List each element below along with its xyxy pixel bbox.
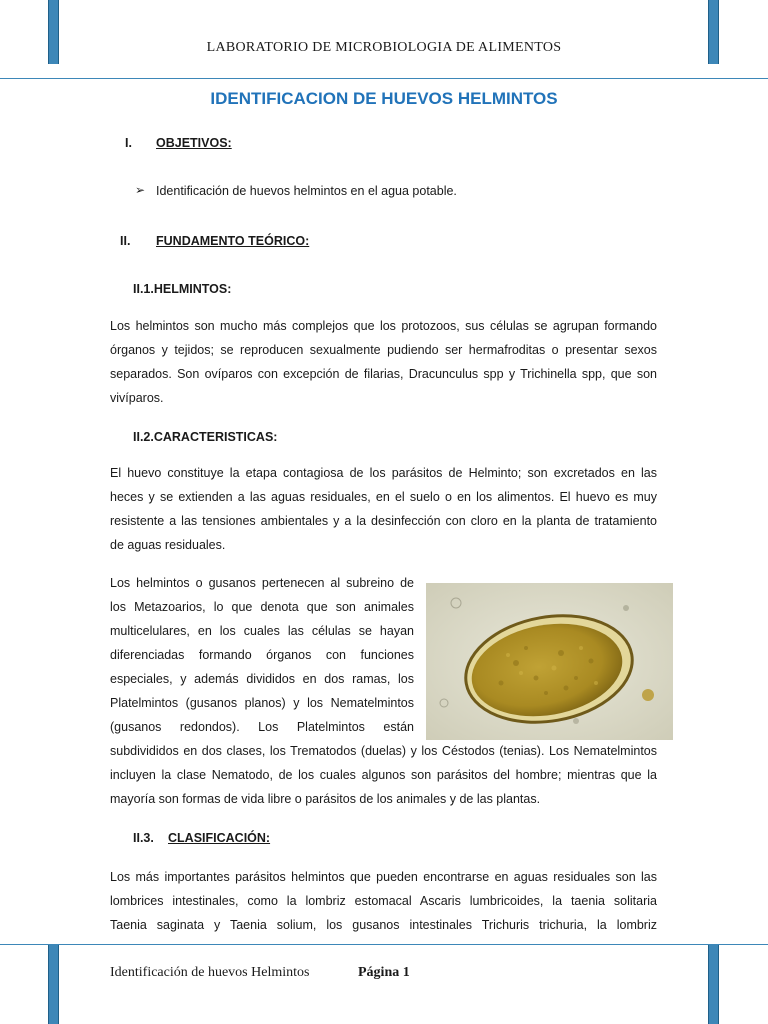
section-number-1: I. [125,136,132,150]
text-line: especiales, y además divididos en dos ramas, los [110,672,414,686]
text-line: resistente a las tensiones ambientales y a la desinfección con cloro en la planta de tratamiento [110,514,657,528]
footer-rule [0,944,768,945]
text-line: Los helmintos son mucho más complejos que los protozoos, sus células se agrupan formando [110,319,657,333]
text-line: separados. Son ovíparos con excepción de filarias, Dracunculus spp y Trichinella spp, que son [110,367,657,381]
bullet-arrow-icon: ➢ [135,183,146,197]
helminth-egg-image [426,583,673,740]
subsection-heading-clasificacion: CLASIFICACIÓN: [168,831,271,845]
paragraph-metazoarios-wide [110,739,657,811]
footer-page-number: Página 1 [358,965,410,980]
text-line: (gusanos redondos). Los Platelmintos están [110,720,414,734]
section-number-2: II. [120,234,131,248]
text-line: heces y se extienden a las aguas residuales, en el suelo o en los alimentos. El huevo es muy [110,490,657,504]
text-line: vivíparos. [110,391,164,405]
text-line: órganos y tejidos; se reproducen sexualmente pudiendo ser hermafroditas o presentar sexos [110,343,657,357]
text-line: multicelulares, en los cuales las células se hayan [110,624,414,638]
paragraph-metazoarios-narrow [110,571,414,739]
subsection-number-3: II.3. [133,831,154,845]
text-line: diferenciadas formando órganos con funciones [110,648,414,662]
text-line: subdivididos en dos clases, los Trematodos (duelas) y los Céstodos (tenias). Los Nematelmintos [110,744,657,758]
text-line: Los helmintos o gusanos pertenecen al subreino de [110,576,414,590]
text-line: los Metazoarios, lo que denota que son animales [110,600,414,614]
text-line: incluyen la clase Nematodo, de los cuales algunos son parásitos del hombre; mientras que la [110,768,657,782]
section-heading-objetivos: OBJETIVOS: [156,136,232,150]
text-line: lombrices intestinales, como la lombriz estomacal Ascaris lumbricoides, la taenia solitaria [110,894,657,908]
section-heading-fundamento: FUNDAMENTO TEÓRICO: [156,234,310,248]
text-line: mayoría son formas de vida libre o parásitos de los animales y de las plantas. [110,792,541,806]
text-line: Taenia saginata y Taenia solium, los gusanos intestinales Trichuris trichuria, la lombriz [110,918,657,932]
header-rule [0,78,768,79]
text-line: Los más importantes parásitos helmintos que pueden encontrarse en aguas residuales son las [110,870,657,884]
text-line: de aguas residuales. [110,538,226,552]
text-line: El huevo constituye la etapa contagiosa de los parásitos de Helminto; son excretados en las [110,466,657,480]
document-title: IDENTIFICACION DE HUEVOS HELMINTOS [210,89,558,108]
paragraph-caracteristicas [110,461,657,557]
paragraph-clasificacion [110,865,657,937]
bottom-left-bar [48,944,59,1024]
page-header: LABORATORIO DE MICROBIOLOGIA DE ALIMENTOS [206,40,562,55]
paragraph-helmintos [110,314,657,410]
subsection-heading-helmintos: II.1.HELMINTOS: [133,282,232,296]
bottom-right-bar [708,944,719,1024]
text-line: Platelmintos (gusanos planos) y los Nematelmintos [110,696,414,710]
objective-text: Identificación de huevos helmintos en el agua potable. [156,184,457,198]
footer-document-name: Identificación de huevos Helmintos [110,965,310,980]
subsection-heading-caracteristicas: II.2.CARACTERISTICAS: [133,430,278,444]
